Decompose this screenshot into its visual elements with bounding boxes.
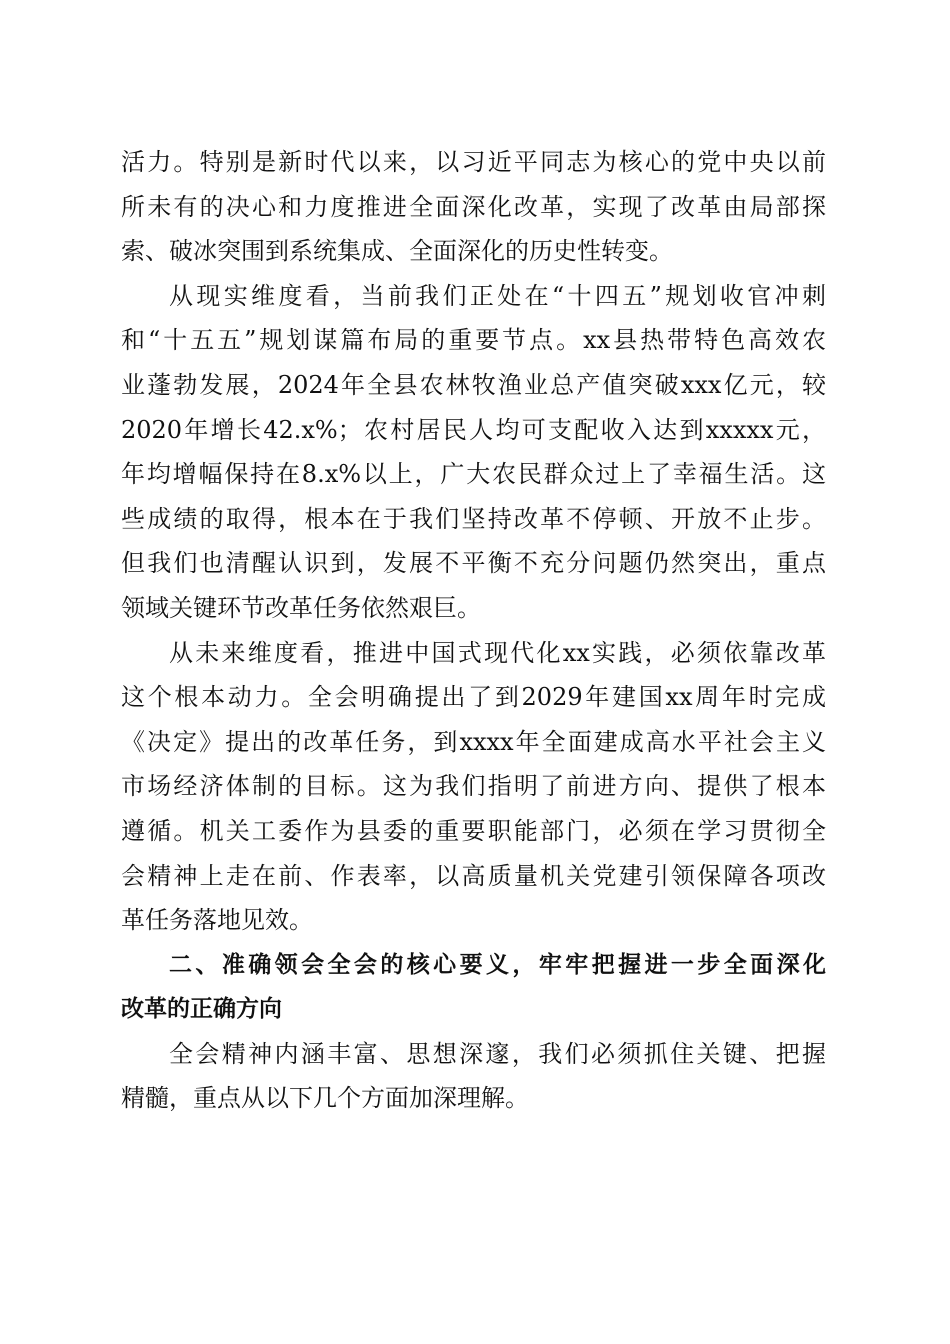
text-line: 这个根本动力。全会明确提出了到2029年建国xx周年时完成 <box>121 683 826 712</box>
text-line: 会精神上走在前、作表率，以高质量机关党建引领保障各项改 <box>121 861 826 890</box>
paragraph-continuation <box>121 140 826 274</box>
text-line: 遵循。机关工委作为县委的重要职能部门，必须在学习贯彻全 <box>121 816 826 845</box>
paragraph-understanding <box>121 1032 826 1121</box>
paragraph-reality-dimension <box>121 274 826 631</box>
text-line: 精髓，重点从以下几个方面加深理解。 <box>121 1084 529 1113</box>
text-line: 全会精神内涵丰富、思想深邃，我们必须抓住关键、把握 <box>169 1039 826 1068</box>
text-line: 2020年增长42.x%；农村居民人均可支配收入达到xxxxx元， <box>121 415 826 444</box>
text-line: 活力。特别是新时代以来，以习近平同志为核心的党中央以前 <box>121 148 826 176</box>
text-line: 些成绩的取得，根本在于我们坚持改革不停顿、开放不止步。 <box>121 504 826 533</box>
paragraph-future-dimension <box>121 631 826 943</box>
text-line: 从未来维度看，推进中国式现代化xx实践，必须依靠改革 <box>169 638 826 667</box>
text-line: 《决定》提出的改革任务，到xxxx年全面建成高水平社会主义 <box>121 727 826 756</box>
text-line: 市场经济体制的目标。这为我们指明了前进方向、提供了根本 <box>121 772 826 801</box>
heading-line: 二、准确领会全会的核心要义，牢牢把握进一步全面深化 <box>169 951 826 978</box>
text-line: 但我们也清醒认识到，发展不平衡不充分问题仍然突出，重点 <box>121 549 826 578</box>
text-line: 所未有的决心和力度推进全面深化改革，实现了改革由局部探 <box>121 192 826 221</box>
text-line: 业蓬勃发展，2024年全县农林牧渔业总产值突破xxx亿元，较 <box>121 370 826 399</box>
heading-line: 改革的正确方向 <box>121 996 282 1023</box>
text-line: 革任务落地见效。 <box>121 906 313 935</box>
text-line: 和“十五五”规划谋篇布局的重要节点。xx县热带特色高效农 <box>121 326 826 355</box>
section-heading <box>121 943 826 1032</box>
text-line: 领域关键环节改革任务依然艰巨。 <box>121 593 481 622</box>
text-line: 索、破冰突围到系统集成、全面深化的历史性转变。 <box>121 237 673 266</box>
text-line: 年均增幅保持在8.x%以上，广大农民群众过上了幸福生活。这 <box>121 460 826 489</box>
document-body <box>121 140 826 1121</box>
text-line: 从现实维度看，当前我们正处在“十四五”规划收官冲刺 <box>169 281 826 310</box>
